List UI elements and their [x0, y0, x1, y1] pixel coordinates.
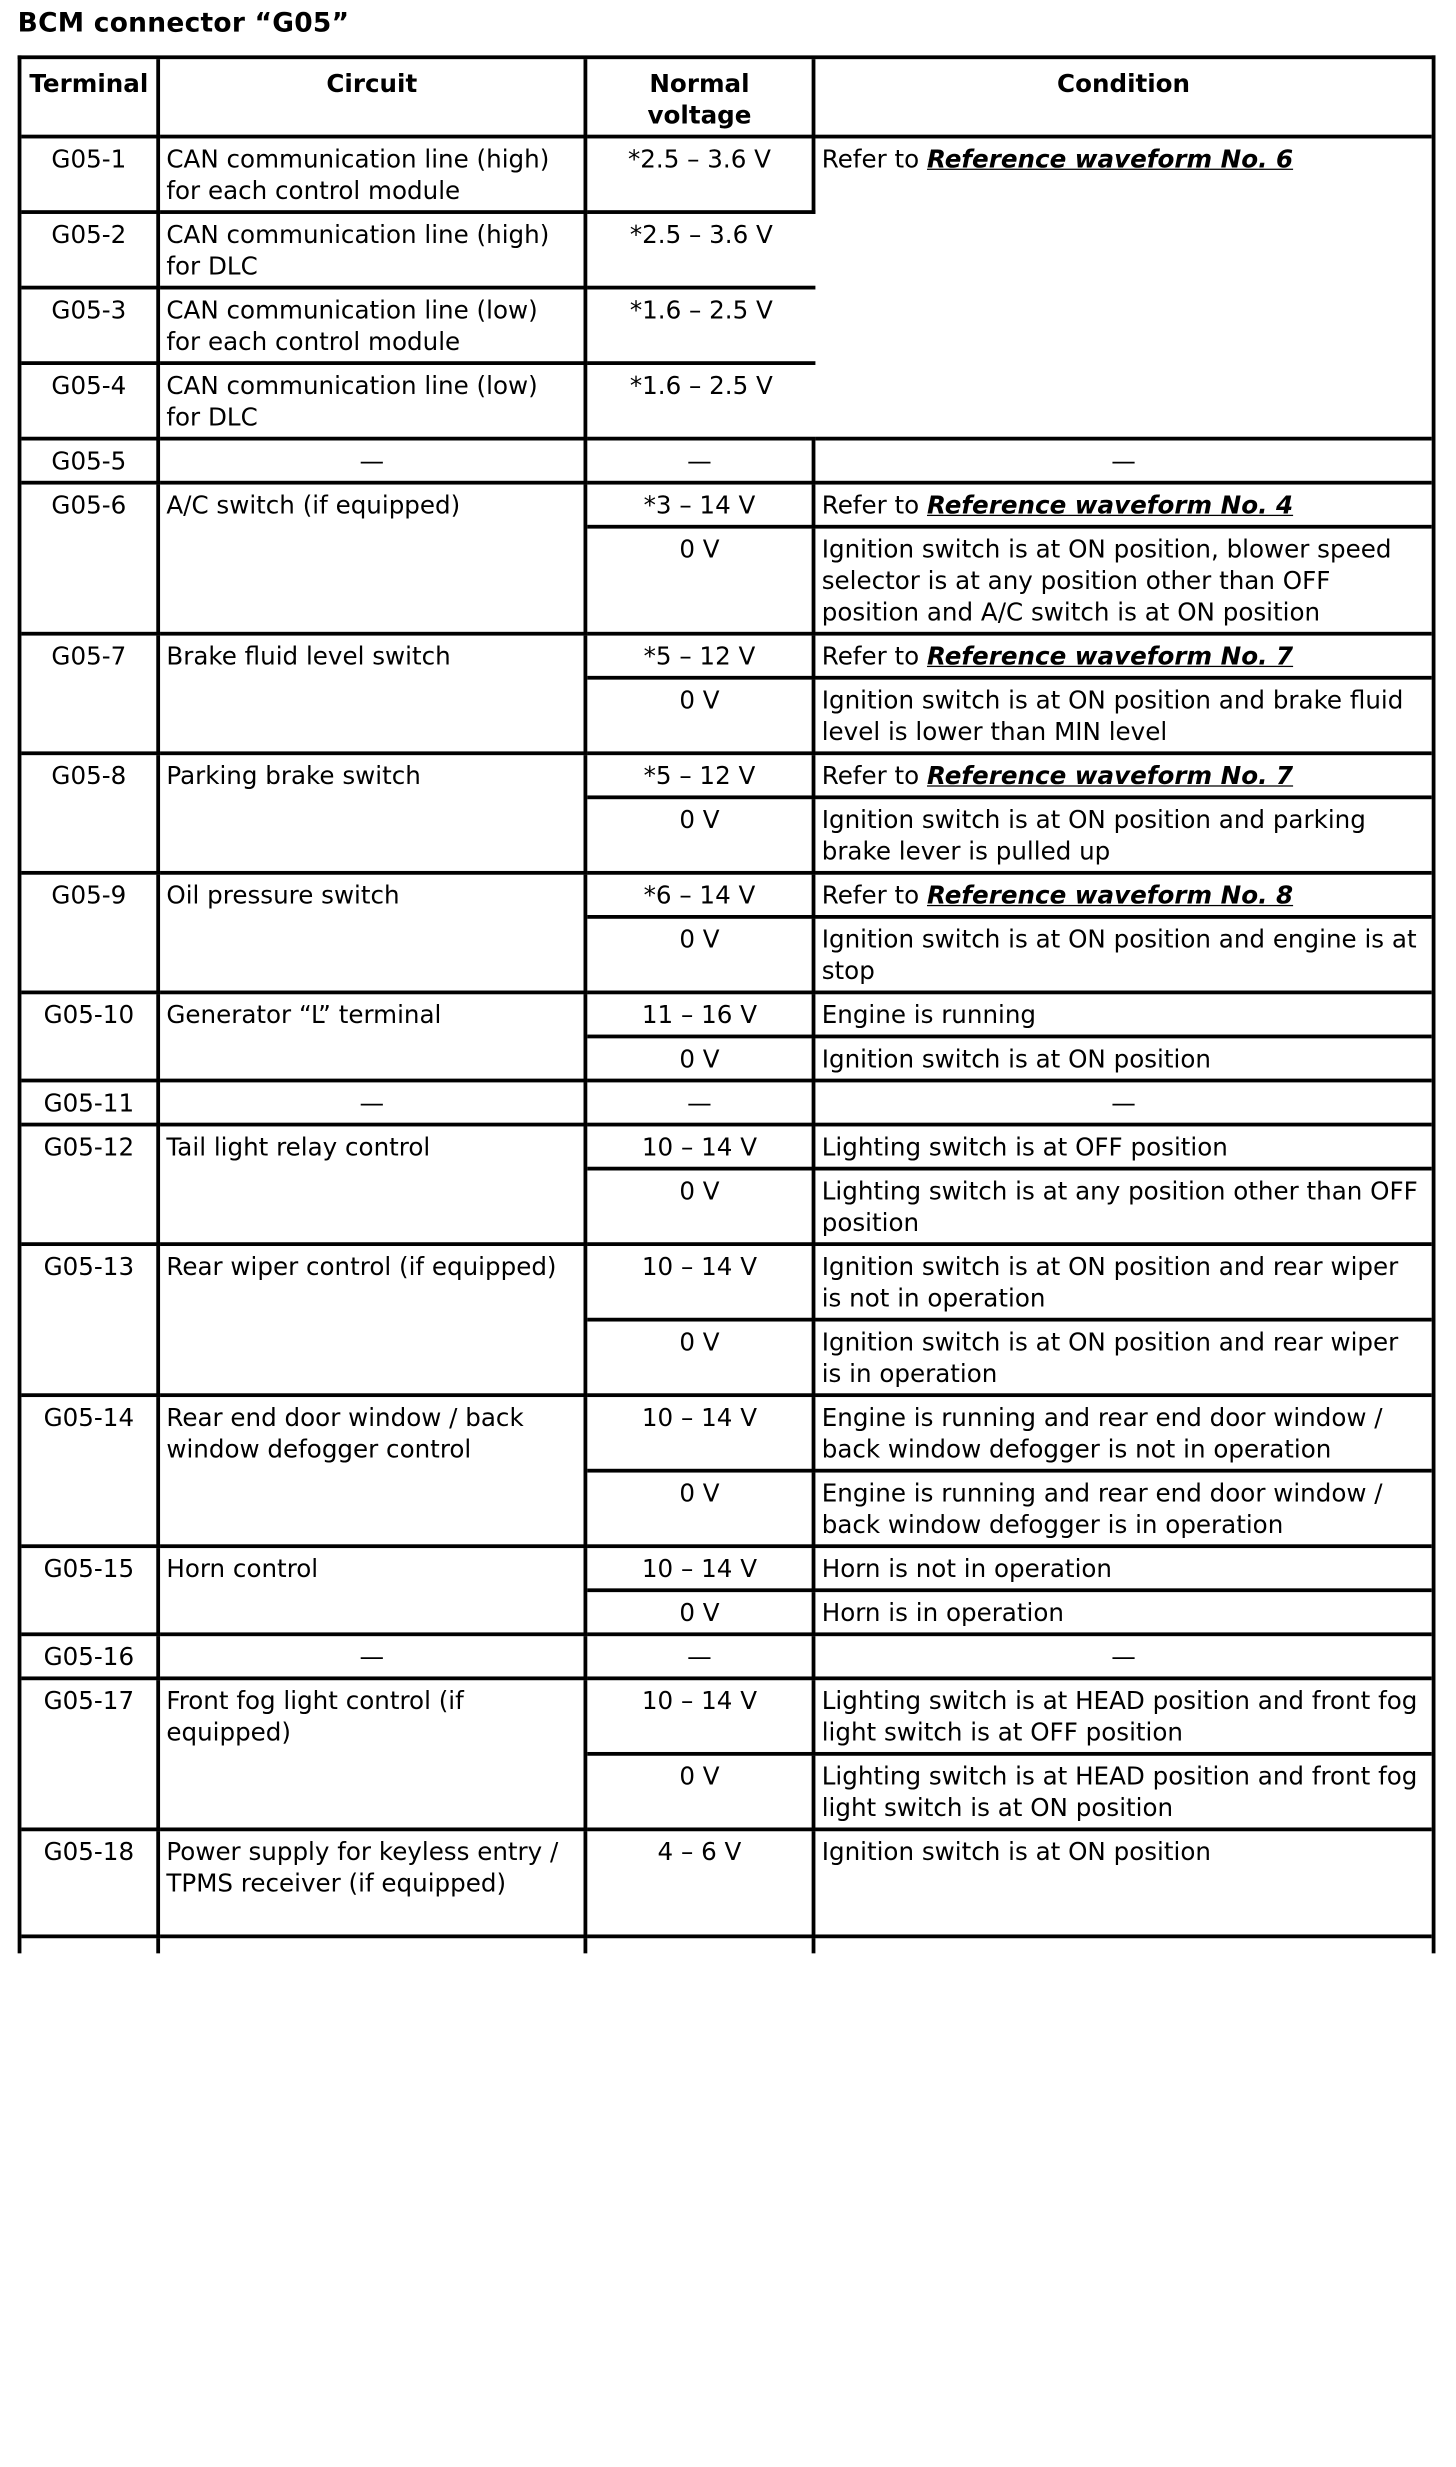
terminal-cell: G05-10	[21, 994, 160, 1082]
terminal-cell: G05-17	[21, 1680, 160, 1831]
header-normal-voltage: Normal voltage	[587, 59, 815, 138]
condition-cell	[815, 755, 1431, 799]
terminal-cell: G05-3	[21, 289, 160, 365]
terminal-cell: G05-8	[21, 755, 160, 875]
table-row	[21, 1246, 1431, 1322]
condition-cell: Ignition switch is at ON position, blower speed selector is at any position other than OFF position and A/C switch is at ON position	[815, 529, 1431, 636]
circuit-cell: Tail light relay control	[160, 1126, 587, 1246]
condition-cell: Lighting switch is at OFF position	[815, 1126, 1431, 1170]
voltage-cell: 0 V	[587, 1322, 815, 1398]
condition-cell: Lighting switch is at HEAD position and front fog light switch is at ON position	[815, 1756, 1431, 1832]
empty-cell	[587, 1938, 815, 1953]
condition-cell	[815, 875, 1431, 919]
voltage-cell: 0 V	[587, 680, 815, 756]
condition-cell: —	[815, 1636, 1431, 1680]
voltage-cell: 0 V	[587, 1592, 815, 1636]
circuit-cell: Brake fluid level switch	[160, 636, 587, 756]
reference-waveform-link[interactable]: Reference waveform No. 4	[926, 490, 1294, 520]
refer-to-text: Refer to	[821, 144, 920, 174]
table-row	[21, 1831, 1431, 1938]
circuit-cell: Horn control	[160, 1548, 587, 1636]
condition-cell: Ignition switch is at ON position and brake fluid level is lower than MIN level	[815, 680, 1431, 756]
voltage-cell: *3 – 14 V	[587, 485, 815, 529]
condition-cell: Ignition switch is at ON position and rear wiper is in operation	[815, 1322, 1431, 1398]
circuit-cell: Oil pressure switch	[160, 875, 587, 995]
voltage-cell: 0 V	[587, 529, 815, 636]
condition-cell: Ignition switch is at ON position	[815, 1038, 1431, 1082]
voltage-cell: 0 V	[587, 919, 815, 995]
table-row	[21, 755, 1431, 799]
terminal-cell: G05-15	[21, 1548, 160, 1636]
table-row	[21, 1397, 1431, 1473]
terminal-cell: G05-12	[21, 1126, 160, 1246]
circuit-cell: CAN communication line (high) for DLC	[160, 214, 587, 290]
circuit-cell: —	[160, 1082, 587, 1126]
terminal-cell: G05-4	[21, 365, 160, 441]
condition-cell: Horn is in operation	[815, 1592, 1431, 1636]
condition-cell: Horn is not in operation	[815, 1548, 1431, 1592]
condition-cell: —	[815, 441, 1431, 485]
table-row	[21, 138, 1431, 214]
voltage-cell: 0 V	[587, 799, 815, 875]
voltage-cell: 10 – 14 V	[587, 1397, 815, 1473]
condition-cell: —	[815, 1082, 1431, 1126]
voltage-cell: *6 – 14 V	[587, 875, 815, 919]
circuit-cell: CAN communication line (low) for DLC	[160, 365, 587, 441]
terminal-cell: G05-2	[21, 214, 160, 290]
terminal-cell: G05-16	[21, 1636, 160, 1680]
empty-cell	[160, 1938, 587, 1953]
voltage-cell: 10 – 14 V	[587, 1126, 815, 1170]
table-row	[21, 485, 1431, 529]
table-row	[21, 1636, 1431, 1680]
terminal-table	[18, 55, 1436, 1953]
terminal-cell: G05-9	[21, 875, 160, 995]
terminal-cell: G05-11	[21, 1082, 160, 1126]
header-condition: Condition	[815, 59, 1431, 138]
terminal-cell: G05-5	[21, 441, 160, 485]
condition-cell	[815, 485, 1431, 529]
reference-waveform-link[interactable]: Reference waveform No. 7	[926, 761, 1294, 791]
circuit-cell: Parking brake switch	[160, 755, 587, 875]
condition-cell: Engine is running and rear end door window / back window defogger is in operation	[815, 1473, 1431, 1549]
voltage-cell: *1.6 – 2.5 V	[587, 365, 815, 441]
terminal-cell: G05-6	[21, 485, 160, 636]
terminal-cell: G05-14	[21, 1397, 160, 1548]
circuit-cell: Front fog light control (if equipped)	[160, 1680, 587, 1831]
circuit-cell: Rear end door window / back window defogger control	[160, 1397, 587, 1548]
header-terminal: Terminal	[21, 59, 160, 138]
refer-to-text: Refer to	[821, 641, 920, 671]
circuit-cell: Generator “L” terminal	[160, 994, 587, 1082]
empty-cell	[21, 1938, 160, 1953]
condition-cell: Lighting switch is at HEAD position and front fog light switch is at OFF position	[815, 1680, 1431, 1756]
voltage-cell: —	[587, 1082, 815, 1126]
condition-cell: Engine is running and rear end door window / back window defogger is not in operation	[815, 1397, 1431, 1473]
voltage-cell: 11 – 16 V	[587, 994, 815, 1038]
voltage-cell: *5 – 12 V	[587, 636, 815, 680]
voltage-cell: —	[587, 1636, 815, 1680]
voltage-cell: 4 – 6 V	[587, 1831, 815, 1938]
table-row	[21, 441, 1431, 485]
condition-cell	[815, 636, 1431, 680]
terminal-cell: G05-1	[21, 138, 160, 214]
voltage-cell: 10 – 14 V	[587, 1680, 815, 1756]
voltage-cell: 0 V	[587, 1170, 815, 1246]
reference-waveform-link[interactable]: Reference waveform No. 7	[926, 641, 1294, 671]
circuit-cell: CAN communication line (low) for each control module	[160, 289, 587, 365]
terminal-cell: G05-7	[21, 636, 160, 756]
voltage-cell: 0 V	[587, 1038, 815, 1082]
voltage-cell: *5 – 12 V	[587, 755, 815, 799]
voltage-cell: *2.5 – 3.6 V	[587, 138, 815, 214]
refer-to-text: Refer to	[821, 761, 920, 791]
circuit-cell: —	[160, 1636, 587, 1680]
voltage-cell: 10 – 14 V	[587, 1548, 815, 1592]
voltage-cell: 10 – 14 V	[587, 1246, 815, 1322]
terminal-cell: G05-13	[21, 1246, 160, 1397]
table-row	[21, 1126, 1431, 1170]
table-row	[21, 636, 1431, 680]
table-row	[21, 875, 1431, 919]
condition-cell: Ignition switch is at ON position and engine is at stop	[815, 919, 1431, 995]
circuit-cell: A/C switch (if equipped)	[160, 485, 587, 636]
circuit-cell: Rear wiper control (if equipped)	[160, 1246, 587, 1397]
voltage-cell: 0 V	[587, 1473, 815, 1549]
condition-cell	[815, 138, 1431, 440]
condition-cell: Lighting switch is at any position other than OFF position	[815, 1170, 1431, 1246]
header-circuit: Circuit	[160, 59, 587, 138]
circuit-cell: CAN communication line (high) for each control module	[160, 138, 587, 214]
table-row	[21, 1680, 1431, 1756]
voltage-cell: 0 V	[587, 1756, 815, 1832]
condition-cell: Engine is running	[815, 994, 1431, 1038]
condition-cell: Ignition switch is at ON position	[815, 1831, 1431, 1938]
table-row	[21, 1548, 1431, 1592]
voltage-cell: *2.5 – 3.6 V	[587, 214, 815, 290]
circuit-cell: —	[160, 441, 587, 485]
terminal-cell: G05-18	[21, 1831, 160, 1938]
table-row	[21, 1082, 1431, 1126]
table-row	[21, 994, 1431, 1038]
empty-cell	[815, 1938, 1431, 1953]
voltage-cell: *1.6 – 2.5 V	[587, 289, 815, 365]
refer-to-text: Refer to	[821, 881, 920, 910]
voltage-cell: —	[587, 441, 815, 485]
circuit-cell: Power supply for keyless entry / TPMS receiver (if equipped)	[160, 1831, 587, 1938]
reference-waveform-link[interactable]: Reference waveform No. 8	[926, 881, 1294, 910]
condition-cell: Ignition switch is at ON position and rear wiper is not in operation	[815, 1246, 1431, 1322]
reference-waveform-link[interactable]: Reference waveform No. 6	[926, 144, 1294, 174]
refer-to-text: Refer to	[821, 490, 920, 520]
header-row	[21, 59, 1431, 138]
condition-cell: Ignition switch is at ON position and parking brake lever is pulled up	[815, 799, 1431, 875]
connector-title: BCM connector “G05”	[17, 7, 350, 38]
table-row-continuation	[21, 1938, 1431, 1953]
